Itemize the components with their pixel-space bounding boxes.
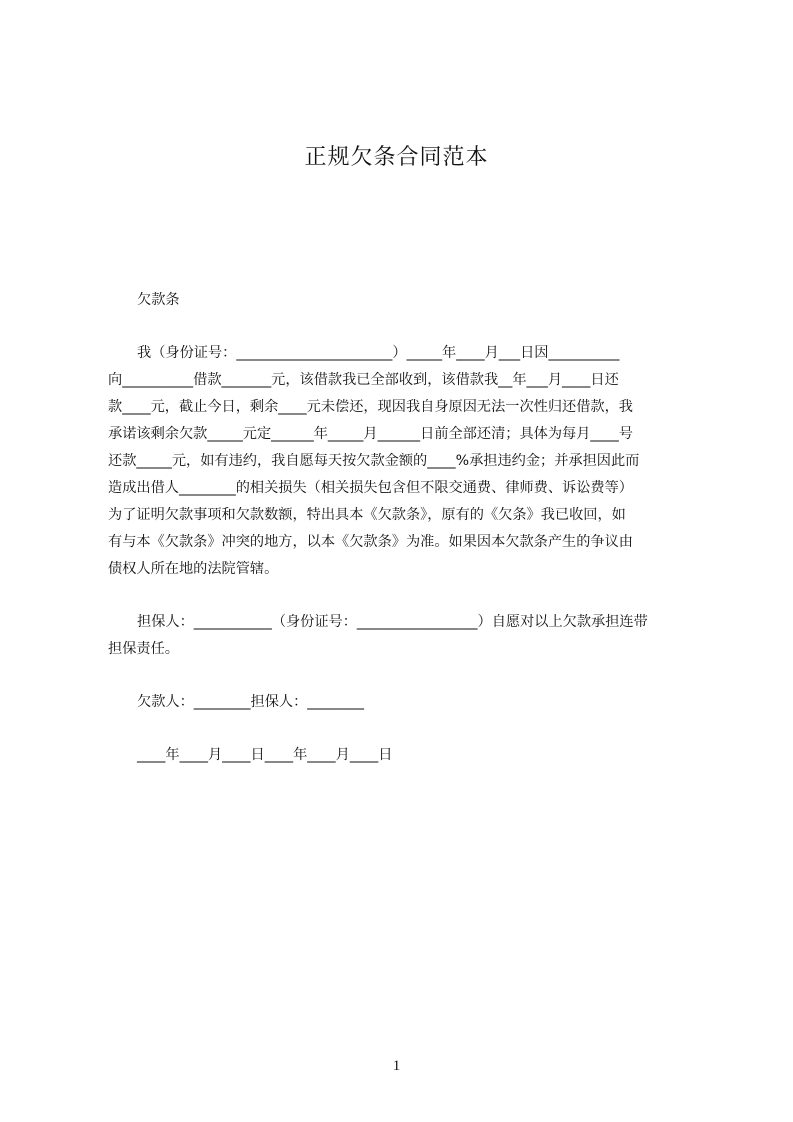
main-paragraph-line: 我（身份证号：______________________）_____年____月___日因__________ — [137, 345, 620, 361]
main-paragraph-line: 债权人所在地的法院管辖。 — [108, 561, 279, 577]
signature-line: 欠款人：________担保人：________ — [137, 694, 365, 710]
section-heading: 欠款条 — [137, 292, 180, 308]
guarantor-paragraph-line: 担保责任。 — [108, 641, 179, 657]
main-paragraph-line: 造成出借人________的相关损失（相关损失包含但不限交通费、律师费、诉讼费等） — [108, 480, 633, 496]
main-paragraph-line: 还款_____元，如有违约，我自愿每天按欠款金额的____%承担违约金；并承担因此而 — [108, 453, 640, 469]
date-line: ____年____月____日____年____月____日 — [137, 747, 393, 763]
main-paragraph-line: 款____元，截止今日，剩余____元未偿还，现因我自身原因无法一次性归还借款，我 — [108, 399, 633, 415]
main-paragraph-line: 有与本《欠款条》冲突的地方，以本《欠款条》为准。如果因本欠款条产生的争议由 — [108, 534, 633, 550]
page-number: 1 — [392, 1058, 401, 1074]
main-paragraph-line: 承诺该剩余欠款_____元定______年_____月______日前全部还清；具体为每月____号 — [108, 426, 633, 442]
document-title: 正规欠条合同范本 — [304, 145, 489, 170]
guarantor-paragraph-line: 担保人：___________（身份证号：_________________）自愿对以上欠款承担连带 — [137, 614, 648, 630]
main-paragraph-line: 为了证明欠款事项和欠款数额，特出具本《欠款条》，原有的《欠条》我已收回，如 — [108, 507, 626, 523]
main-paragraph-line: 向__________借款_______元，该借款我已全部收到，该借款我__年___月____日还 — [108, 372, 619, 388]
